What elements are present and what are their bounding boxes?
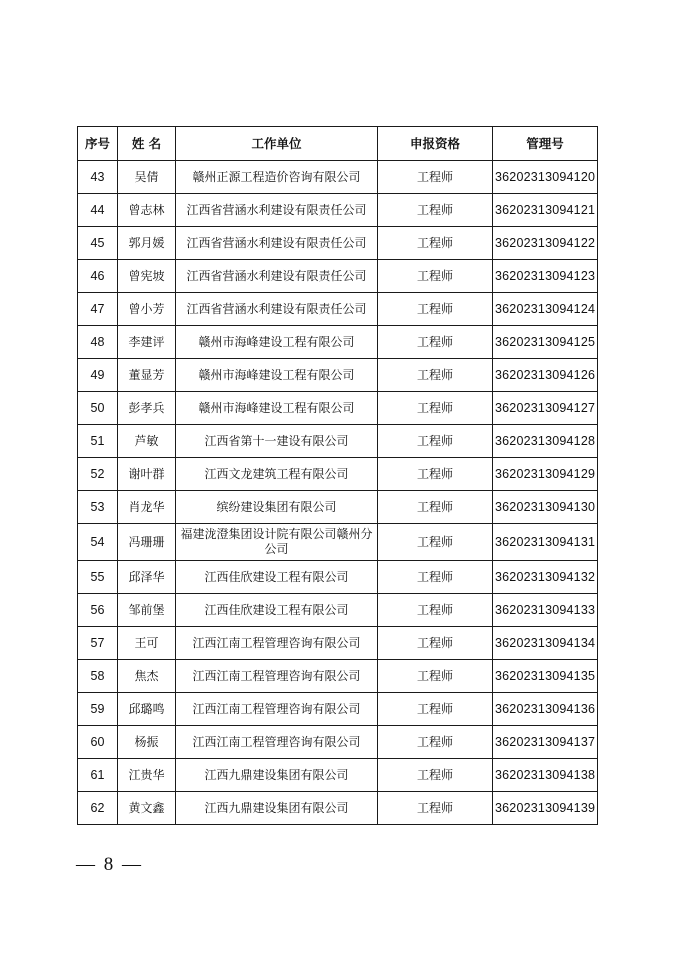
cell-qualification: 工程师 [378,792,493,825]
table-row [78,561,598,594]
cell-work-unit: 江西江南工程管理咨询有限公司 [176,726,378,759]
header-work-unit: 工作单位 [176,127,378,161]
cell-work-unit: 江西省营涵水利建设有限责任公司 [176,194,378,227]
cell-management-id: 36202313094134 [493,627,598,660]
table-row [78,425,598,458]
cell-management-id: 36202313094126 [493,359,598,392]
table-row [78,627,598,660]
cell-management-id: 36202313094124 [493,293,598,326]
cell-name: 芦敏 [118,425,176,458]
cell-qualification: 工程师 [378,293,493,326]
cell-qualification: 工程师 [378,260,493,293]
cell-name: 江贵华 [118,759,176,792]
cell-work-unit: 赣州市海峰建设工程有限公司 [176,359,378,392]
cell-qualification: 工程师 [378,726,493,759]
cell-serial-no: 47 [78,293,118,326]
table-row [78,693,598,726]
cell-management-id: 36202313094136 [493,693,598,726]
cell-management-id: 36202313094120 [493,161,598,194]
cell-work-unit: 江西佳欣建设工程有限公司 [176,561,378,594]
cell-management-id: 36202313094135 [493,660,598,693]
cell-work-unit: 赣州市海峰建设工程有限公司 [176,326,378,359]
cell-serial-no: 48 [78,326,118,359]
cell-qualification: 工程师 [378,425,493,458]
cell-serial-no: 62 [78,792,118,825]
cell-management-id: 36202313094132 [493,561,598,594]
cell-work-unit: 江西省营涵水利建设有限责任公司 [176,227,378,260]
cell-serial-no: 52 [78,458,118,491]
cell-qualification: 工程师 [378,660,493,693]
page-number: — 8 — [76,854,143,875]
header-qualification: 申报资格 [378,127,493,161]
cell-work-unit: 江西省营涵水利建设有限责任公司 [176,293,378,326]
cell-work-unit: 缤纷建设集团有限公司 [176,491,378,524]
table-row [78,726,598,759]
cell-qualification: 工程师 [378,524,493,561]
cell-name: 冯珊珊 [118,524,176,561]
cell-work-unit: 江西文龙建筑工程有限公司 [176,458,378,491]
cell-name: 彭孝兵 [118,392,176,425]
cell-management-id: 36202313094129 [493,458,598,491]
cell-management-id: 36202313094133 [493,594,598,627]
table-row [78,392,598,425]
cell-serial-no: 49 [78,359,118,392]
cell-work-unit: 江西省营涵水利建设有限责任公司 [176,260,378,293]
header-management-id: 管理号 [493,127,598,161]
cell-work-unit: 江西九鼎建设集团有限公司 [176,792,378,825]
table-row [78,161,598,194]
cell-serial-no: 57 [78,627,118,660]
cell-qualification: 工程师 [378,326,493,359]
cell-name: 李建评 [118,326,176,359]
table-row [78,359,598,392]
cell-serial-no: 53 [78,491,118,524]
cell-name: 肖龙华 [118,491,176,524]
cell-name: 曾小芳 [118,293,176,326]
cell-name: 曾宪坡 [118,260,176,293]
cell-serial-no: 59 [78,693,118,726]
table-row [78,194,598,227]
cell-serial-no: 46 [78,260,118,293]
cell-name: 王可 [118,627,176,660]
cell-name: 杨振 [118,726,176,759]
cell-qualification: 工程师 [378,594,493,627]
cell-qualification: 工程师 [378,161,493,194]
cell-qualification: 工程师 [378,627,493,660]
table-row [78,491,598,524]
cell-work-unit: 赣州正源工程造价咨询有限公司 [176,161,378,194]
cell-qualification: 工程师 [378,561,493,594]
table-header-row [78,127,598,161]
cell-management-id: 36202313094128 [493,425,598,458]
cell-qualification: 工程师 [378,693,493,726]
cell-name: 曾志林 [118,194,176,227]
cell-serial-no: 60 [78,726,118,759]
cell-work-unit: 赣州市海峰建设工程有限公司 [176,392,378,425]
cell-name: 焦杰 [118,660,176,693]
cell-management-id: 36202313094122 [493,227,598,260]
cell-serial-no: 50 [78,392,118,425]
table-row [78,660,598,693]
cell-work-unit: 江西九鼎建设集团有限公司 [176,759,378,792]
cell-work-unit: 江西江南工程管理咨询有限公司 [176,693,378,726]
table-row [78,792,598,825]
table-row [78,293,598,326]
cell-management-id: 36202313094125 [493,326,598,359]
cell-management-id: 36202313094123 [493,260,598,293]
cell-name: 黄文鑫 [118,792,176,825]
table-row [78,458,598,491]
cell-management-id: 36202313094138 [493,759,598,792]
cell-serial-no: 44 [78,194,118,227]
cell-serial-no: 45 [78,227,118,260]
cell-management-id: 36202313094137 [493,726,598,759]
cell-management-id: 36202313094121 [493,194,598,227]
table-row [78,227,598,260]
cell-qualification: 工程师 [378,458,493,491]
cell-qualification: 工程师 [378,359,493,392]
cell-qualification: 工程师 [378,194,493,227]
header-serial-no: 序号 [78,127,118,161]
table-row [78,260,598,293]
header-name: 姓 名 [118,127,176,161]
cell-qualification: 工程师 [378,491,493,524]
cell-qualification: 工程师 [378,227,493,260]
cell-work-unit: 江西江南工程管理咨询有限公司 [176,660,378,693]
cell-name: 吴倩 [118,161,176,194]
cell-qualification: 工程师 [378,759,493,792]
cell-management-id: 36202313094131 [493,524,598,561]
roster-table [77,126,598,825]
cell-name: 邹前堡 [118,594,176,627]
cell-name: 郭月媛 [118,227,176,260]
cell-name: 董显芳 [118,359,176,392]
cell-work-unit: 江西江南工程管理咨询有限公司 [176,627,378,660]
table-row [78,326,598,359]
cell-management-id: 36202313094127 [493,392,598,425]
cell-work-unit: 江西省第十一建设有限公司 [176,425,378,458]
cell-serial-no: 51 [78,425,118,458]
cell-management-id: 36202313094139 [493,792,598,825]
cell-name: 邱泽华 [118,561,176,594]
table-row [78,759,598,792]
cell-work-unit: 福建泷澄集团设计院有限公司赣州分公司 [176,524,378,561]
table-body [78,161,598,825]
cell-serial-no: 54 [78,524,118,561]
cell-serial-no: 61 [78,759,118,792]
table-row [78,524,598,561]
cell-serial-no: 55 [78,561,118,594]
cell-serial-no: 58 [78,660,118,693]
cell-qualification: 工程师 [378,392,493,425]
cell-name: 邱璐鸣 [118,693,176,726]
cell-management-id: 36202313094130 [493,491,598,524]
cell-serial-no: 56 [78,594,118,627]
cell-work-unit: 江西佳欣建设工程有限公司 [176,594,378,627]
table-row [78,594,598,627]
cell-name: 谢叶群 [118,458,176,491]
cell-serial-no: 43 [78,161,118,194]
